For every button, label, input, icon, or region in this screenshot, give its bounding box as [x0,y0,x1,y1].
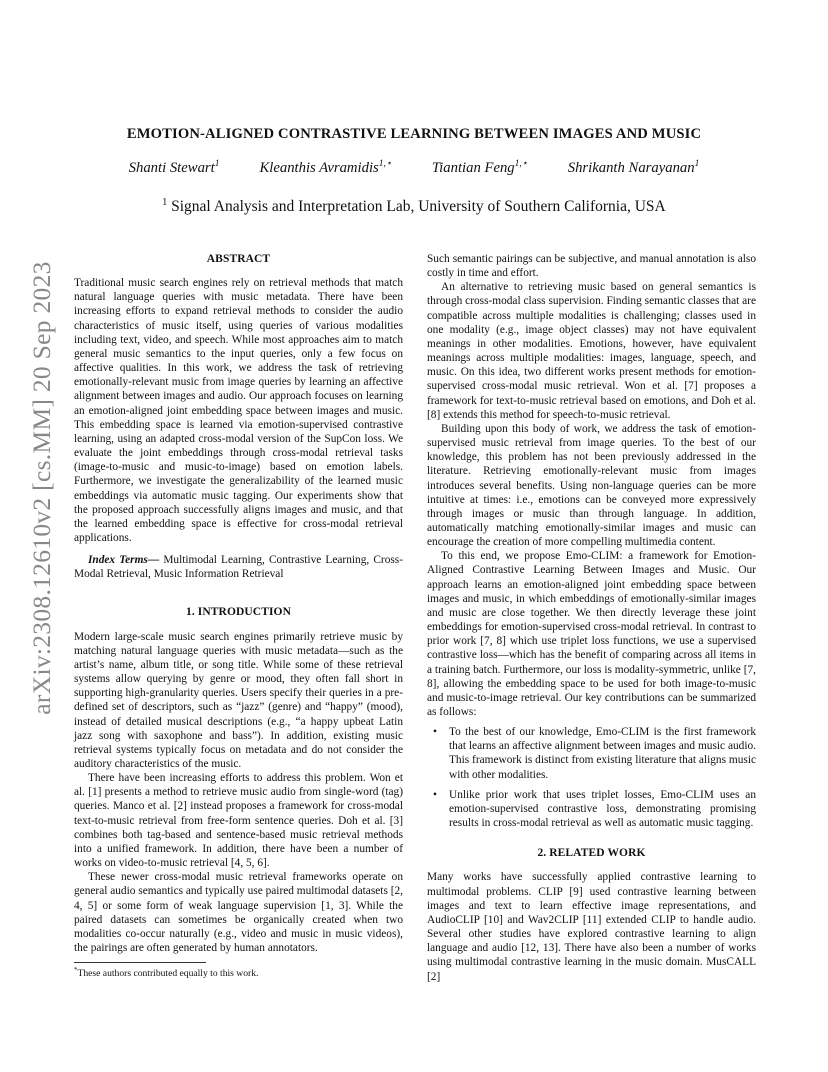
footnote-rule [74,962,206,963]
arxiv-side-stamp [22,261,62,715]
affiliation-mark: 1 [162,197,168,208]
abstract-heading: ABSTRACT [206,253,271,265]
author-2 [259,160,391,177]
footnote-mark: * [74,966,78,974]
continuation-text: Such semantic pairings can be subjective, and manual annotation is also costly in time and effort. [427,253,756,280]
list-item: • To the best of our knowledge, Emo-CLIM is the first framework that learns an affective alignment between images and music audio. This framework is distinct from existing literature that aligns music with other modalities. [439,725,756,782]
list-item: • Unlike prior work that uses triplet losses, Emo-CLIM uses an emotion-supervised contrastive loss, demonstrating promising results in cross-modal retrieval as well as automatic music tagging. [439,788,756,830]
author-affiliation-mark: 1,⋆ [378,159,392,169]
author-affiliation-mark: 1 [694,159,700,169]
left-column [74,252,403,955]
body-paragraph: An alternative to retrieving music based on general semantics is through cross-modal class supervision. Finding semantic classes that are compatible across multiple modalities is challenging; classes used in one modality (e.g., image object classes) may not have equivalent meanings in other modalities. Emotions, however, have equivalent meanings across multiple modalities: images, language, speech, and music. On this idea, two different works present methods for emotion-supervised cross-modal music retrieval. Won et al. [7] proposes a framework for text-to-music retrieval based on emotions, and Doh et al. [8] extends this method for speech-to-music retrieval. [427,281,756,421]
related-work-heading: 2. RELATED WORK [537,847,646,860]
abstract-text: Traditional music search engines rely on retrieval methods that match natural language queries with music metadata. There have been increasing efforts to expand retrieval methods to consider the audio characteristics of music itself, using queries of various modalities including text, video, and speech. While most approaches aim to match general music semantics to the input queries, only a few focus on affective qualities. In this work, we address the task of retrieving emotionally-relevant music from image queries by learning an affective alignment between images and audio. Our approach focuses on learning an emotion-aligned joint embedding space between images and music. This embedding space is learned via emotion-supervised contrastive learning, using an adapted cross-modal version of the SupCon loss. We evaluate the joint embeddings through cross-modal retrieval tasks (image-to-music and music-to-image) based on emotion labels. Furthermore, we investigate the generalizability of the learned music embeddings via automatic music tagging. Our experiments show that the proposed approach successfully aligns images and music, and that the learned embedding space is effective for cross-modal retrieval applications. [74,277,403,544]
author-name: Shanti Stewart [128,160,215,176]
author-affiliation-mark: 1,⋆ [514,159,528,169]
author-1 [129,160,220,177]
intro-paragraph: These newer cross-modal music retrieval frameworks operate on general audio semantics and typically use paired multimodal datasets [2, 4, 5] or some form of weak language supervision [1, 3]. While the paired datasets can sometimes be organically created when two modalities co-occur naturally (e.g., video and music in music videos), the pairings are often generated by human annotators. [74,871,403,955]
author-3 [432,160,528,177]
index-terms-label: Index Terms— [88,554,160,567]
paper-title: EMOTION-ALIGNED CONTRASTIVE LEARNING BETWEEN IMAGES AND MUSIC [126,126,702,142]
author-4 [568,160,700,177]
author-name: Tiantian Feng [431,160,515,176]
author-affiliation-mark: 1 [214,159,220,169]
related-work-text: Many works have successfully applied contrastive learning to multimodal problems. CLIP [9] used contrastive learning between images and text to learn effective image representations, and AudioCLIP [10] and Wav2CLIP [11] extended CLIP to handle audio. Several other studies have explored contrastive learning to align language and audio [12, 13]. There have also been a number of works using multimodal contrastive learning in the music domain. MusCALL [2] [427,871,756,983]
affiliation-text: Signal Analysis and Interpretation Lab, University of Southern California, USA [171,198,666,215]
introduction-heading: 1. INTRODUCTION [185,606,291,619]
footnote [74,962,403,979]
intro-paragraph: There have been increasing efforts to address this problem. Won et al. [1] presents a method to retrieve music audio from single-word (tag) queries. Manco et al. [2] instead proposes a framework for cross-modal text-to-music retrieval from free-form sentence queries. Doh et al. [3] combines both tag-based and sentence-based music retrieval methods into a unified framework. In addition, there have been a number of works on video-to-music retrieval [4, 5, 6]. [74,772,403,870]
contributions-list [427,725,756,830]
author-name: Shrikanth Narayanan [567,160,695,176]
arxiv-identifier: arXiv:2308.12610v2 [cs.MM] 20 Sep 2023 [27,261,56,715]
body-paragraph: Building upon this body of work, we address the task of emotion-supervised music retrieval from image queries. To the best of our knowledge, this problem has not been previously addressed in the literature. Retrieving emotionally-relevant music from images introduces several benefits. Using non-language queries can be more intuitive at times: i.e., emotions can be conveyed more expressively through images or music than through language. In addition, automatically matching emotionally-similar images and music can encourage the creation of more compelling multimedia content. [427,422,756,549]
affiliation [0,198,828,216]
index-terms-text: Multimodal Learning, Contrastive Learning, Cross-Modal Retrieval, Music Information Retrieval [74,554,403,581]
author-list [0,160,828,177]
right-column [427,252,756,984]
footnote-text: These authors contributed equally to this work. [77,968,259,979]
author-name: Kleanthis Avramidis [259,160,379,176]
index-terms [74,553,403,581]
intro-paragraph: Modern large-scale music search engines primarily retrieve music by matching natural language queries with music metadata—such as the artist’s name, album title, or song title. While some of these retrieval systems allow querying by genre or mood, they often fall short in supporting high-granularity queries. Users specify their queries in a pre-defined set of descriptors, such as “jazz” (genre) and “happy” (mood), instead of detailed musical descriptions (e.g., “a happy upbeat Latin jazz song with saxophone and bass”). In addition, existing music retrieval systems typically focus on metadata and do not consider the auditory characteristics of the music. [74,630,403,770]
body-paragraph: To this end, we propose Emo-CLIM: a framework for Emotion-Aligned Contrastive Learning Between Images and Music. Our approach learns an emotion-aligned joint embedding space between images and music, in which embeddings of emotionally-similar images and music are close together. We then directly leverage these joint embeddings for emotion-supervised cross-modal retrieval. In contrast to prior work [7, 8] which use triplet loss functions, we use a supervised contrastive loss—which has the benefit of comparing across all items in a training batch. Furthermore, our loss is modality-symmetric, unlike [7, 8], allowing the embedding space to be used for both image-to-music and music-to-image retrieval. Our key contributions can be summarized as follows: [427,550,756,718]
